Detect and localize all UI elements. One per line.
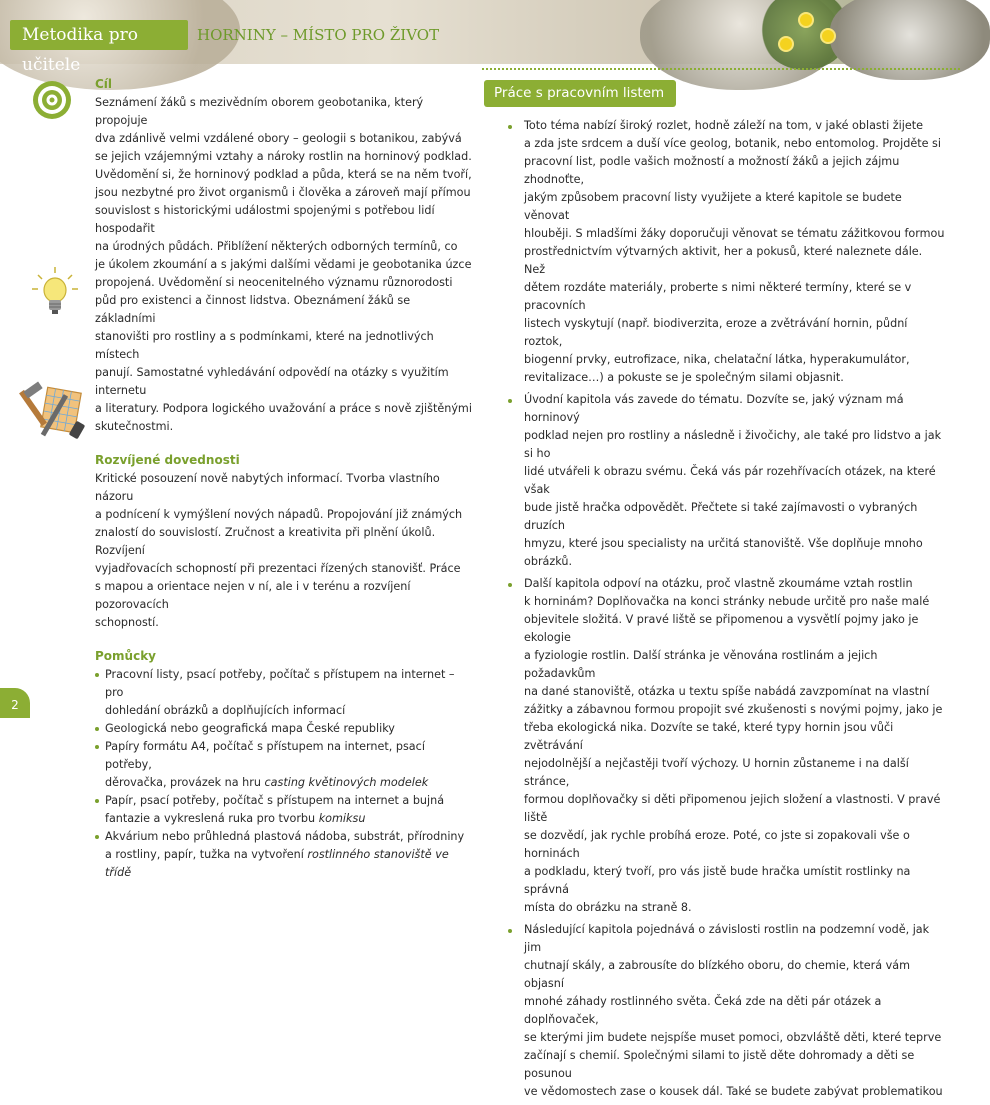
text-line: k horninám? Doplňovačka na konci stránky nebude určitě pro naše malé <box>524 595 930 608</box>
text-line: ve vědomostech zase o kousek dál. Také se budete zabývat problematikou <box>524 1085 943 1098</box>
italic-text: casting květinových modelek <box>264 776 429 789</box>
list-item <box>95 828 472 882</box>
section-heading-pomucky: Pomůcky <box>95 649 157 663</box>
text-line: půd pro existenci a činnost lidstva. Obeznámení žáků se základními <box>95 294 411 325</box>
text-line: fantazie a vykreslená ruka pro tvorbu <box>105 812 316 825</box>
list-item <box>95 720 472 738</box>
list-item <box>95 738 472 792</box>
text-line: vyjadřovacích schopností při prezentaci řízených stanovišť. Práce <box>95 562 461 575</box>
text-line: podklad nejen pro rostliny a následně i živočichy, ale také pro lidstvo a jak si ho <box>524 429 942 460</box>
text-line: propojená. Uvědomění si neocenitelného významu různorodosti <box>95 276 453 289</box>
list-item <box>95 666 472 720</box>
target-icon <box>32 80 72 120</box>
text-line: se kterými jim budete nejspíše muset pomoci, obzvláště děti, které teprve <box>524 1031 942 1044</box>
list-item <box>95 792 472 828</box>
text-line: mnohé záhady rostlinného světa. Čeká zde na děti pár otázek a doplňovaček, <box>524 995 882 1026</box>
text-line: dohledání obrázků a doplňujících informací <box>105 704 346 717</box>
text-line: skutečnostmi. <box>95 420 174 433</box>
text-line: na dané stanoviště, otázka u textu spíše nabádá zavzpomínat na vlastní <box>524 685 930 698</box>
section-heading-prace: Práce s pracovním listem <box>484 80 676 107</box>
text-line: stanovišti pro rostliny a s podmínkami, které na jednotlivých místech <box>95 330 434 361</box>
text-line: třeba ekologická nika. Dozvíte se také, které typy hornin jsou vůči zvětrávání <box>524 721 894 752</box>
text-line: znalostí do souvislostí. Zručnost a kreativita při plnění úkolů. Rozvíjení <box>95 526 436 557</box>
header-photo-flower <box>822 30 834 42</box>
section-heading-cil: Cíl <box>95 77 113 91</box>
text-line: Seznámení žáků s mezivědním oborem geobotanika, který propojuje <box>95 96 424 127</box>
header-title-box <box>10 20 188 75</box>
text-line: schopností. <box>95 616 159 629</box>
text-line: s mapou a orientace nejen v ní, ale i v terénu a rozvíjení pozorovacích <box>95 580 411 611</box>
text-line: hmyzu, které jsou specialisty na určitá stanoviště. Vše doplňuje mnoho obrázků. <box>524 537 923 568</box>
list-item <box>500 921 945 1101</box>
text-line: a fyziologie rostlin. Další stránka je věnována rostlinám a jejich požadavkům <box>524 649 878 680</box>
text-line: a rostliny, papír, tužka na vytvoření <box>105 848 304 861</box>
text-line: zážitky a zábavnou formou propojit své zkušenosti s novými pojmy, jako je <box>524 703 943 716</box>
text-line: Kritické posouzení nově nabytých informací. Tvorba vlastního názoru <box>95 472 440 503</box>
text-line: dva zdánlivě velmi vzdálené obory – geologii s botanikou, zabývá <box>95 132 462 145</box>
text-line: pracovní list, podle vašich možností a možností žáků a jejich zájmu zhodnoťte, <box>524 155 900 186</box>
left-column <box>95 75 472 882</box>
text-line: revitalizace…) a pokuste se je společným silami objasnit. <box>524 371 844 384</box>
tools-icon <box>22 382 88 442</box>
text-line: Geologická nebo geografická mapa České republiky <box>105 722 395 735</box>
section-divider <box>482 68 960 70</box>
text-line: na úrodných půdách. Přiblížení některých odborných termínů, co <box>95 240 458 253</box>
header-title: Metodika pro učitele <box>22 25 138 75</box>
text-line: Akvárium nebo průhledná plastová nádoba, substrát, přírodniny <box>105 830 465 843</box>
header-photo-flower <box>780 38 792 50</box>
text-line: objevitele složitá. V pravé liště se připomenou a vysvětlí pojmy jako je ekologie <box>524 613 919 644</box>
text-line: souvislost s historickými událostmi spojenými s potřebou lidí hospodařit <box>95 204 435 235</box>
text-line: se jejich vzájemnými vztahy a nároky rostlin na horninový podklad. <box>95 150 472 163</box>
page-header <box>0 0 960 75</box>
text-line: chutnají skály, a zabrousíte do blízkého oboru, do chemie, která vám objasní <box>524 959 911 990</box>
text-line: formou doplňovačky si děti připomenou jejich složení a vlastnosti. V pravé liště <box>524 793 941 824</box>
text-line: a literatury. Podpora logického uvažování a práce s nově zjištěnými <box>95 402 472 415</box>
text-line: panují. Samostatné vyhledávání odpovědí na otázky s využitím internetu <box>95 366 449 397</box>
text-line: děrovačka, provázek na hru <box>105 776 261 789</box>
text-line: místa do obrázku na straně 8. <box>524 901 692 914</box>
italic-text: rostlinného stanoviště ve třídě <box>105 848 449 879</box>
text-line: Úvodní kapitola vás zavede do tématu. Dozvíte se, jaký význam má horninový <box>524 393 904 424</box>
text-line: jsou nezbytné pro život organismů i člověka a zároveň mají přímou <box>95 186 471 199</box>
text-line: a podkladu, který tvoří, pro vás jistě bude hračka umístit rostlinky na správná <box>524 865 911 896</box>
pomucky-list <box>95 666 472 882</box>
text-line: dětem rozdáte materiály, proberte s nimi některé termíny, které se v pracovních <box>524 281 912 312</box>
list-item <box>500 117 945 387</box>
text-line: Toto téma nabízí široký rozlet, hodně záleží na tom, v jaké oblasti žijete <box>524 119 924 132</box>
cil-paragraph-2 <box>95 166 472 436</box>
text-line: jakým způsobem pracovní listy využijete a které kapitole se budete věnovat <box>524 191 902 222</box>
prace-list <box>500 117 945 1101</box>
text-line: Papíry formátu A4, počítač s přístupem na internet, psací potřeby, <box>105 740 425 771</box>
text-line: prostřednictvím výtvarných aktivit, her a pokusů, které naleznete dále. Než <box>524 245 923 276</box>
right-column <box>500 117 945 1105</box>
page-number: 2 <box>0 688 30 718</box>
text-line: je úkolem zkoumání a s jakými dalšími vědami je geobotanika úzce <box>95 258 472 271</box>
section-heading-dovednosti: Rozvíjené dovednosti <box>95 453 240 467</box>
text-line: Pracovní listy, psací potřeby, počítač s přístupem na internet – pro <box>105 668 455 699</box>
text-line: biogenní prvky, eutrofizace, nika, chelatační látka, hyperakumulátor, <box>524 353 910 366</box>
text-line: listech vyskytují (např. biodiverzita, eroze a zvětrávání hornin, půdní roztok, <box>524 317 908 348</box>
header-subtitle: HORNINY – MÍSTO PRO ŽIVOT <box>197 26 440 44</box>
text-line: lidé utvářeli k obrazu svému. Čeká vás pár rozehřívacích otázek, na které však <box>524 465 936 496</box>
text-line: Papír, psací potřeby, počítač s přístupem na internet a bujná <box>105 794 445 807</box>
lightbulb-icon <box>30 265 80 320</box>
text-line: hlouběji. S mladšími žáky doporučuji věnovat se tématu zážitkovou formou <box>524 227 945 240</box>
text-line: nejodolnější a nejčastěji tvoří výchozy. U hornin zůstaneme i na další stránce, <box>524 757 909 788</box>
text-line: se dozvědí, jak rychle probíhá eroze. Poté, co jste si zopakovali vše o horninách <box>524 829 910 860</box>
text-line: Následující kapitola pojednává o závislosti rostlin na podzemní vodě, jak jim <box>524 923 930 954</box>
list-item <box>500 575 945 917</box>
text-line: a zda jste srdcem a duší více geolog, botanik, nebo entomolog. Projděte si <box>524 137 941 150</box>
text-line: Uvědomění si, že horninový podklad a půda, která se na něm tvoří, <box>95 168 472 181</box>
list-item <box>500 391 945 571</box>
text-line: a podnícení k vymýšlení nových nápadů. Propojování již známých <box>95 508 463 521</box>
text-line: Další kapitola odpoví na otázku, proč vlastně zkoumáme vztah rostlin <box>524 577 913 590</box>
cil-paragraph-1 <box>95 94 472 166</box>
text-line: začínají s chemií. Společnými silami to jistě děte dohromady a děti se posunou <box>524 1049 915 1080</box>
text-line: bude jistě hračka odpovědět. Přečtete si také zajímavosti o vybraných druzích <box>524 501 918 532</box>
italic-text: komiksu <box>318 812 366 825</box>
dovednosti-paragraph <box>95 470 472 632</box>
header-photo-flower <box>800 14 812 26</box>
